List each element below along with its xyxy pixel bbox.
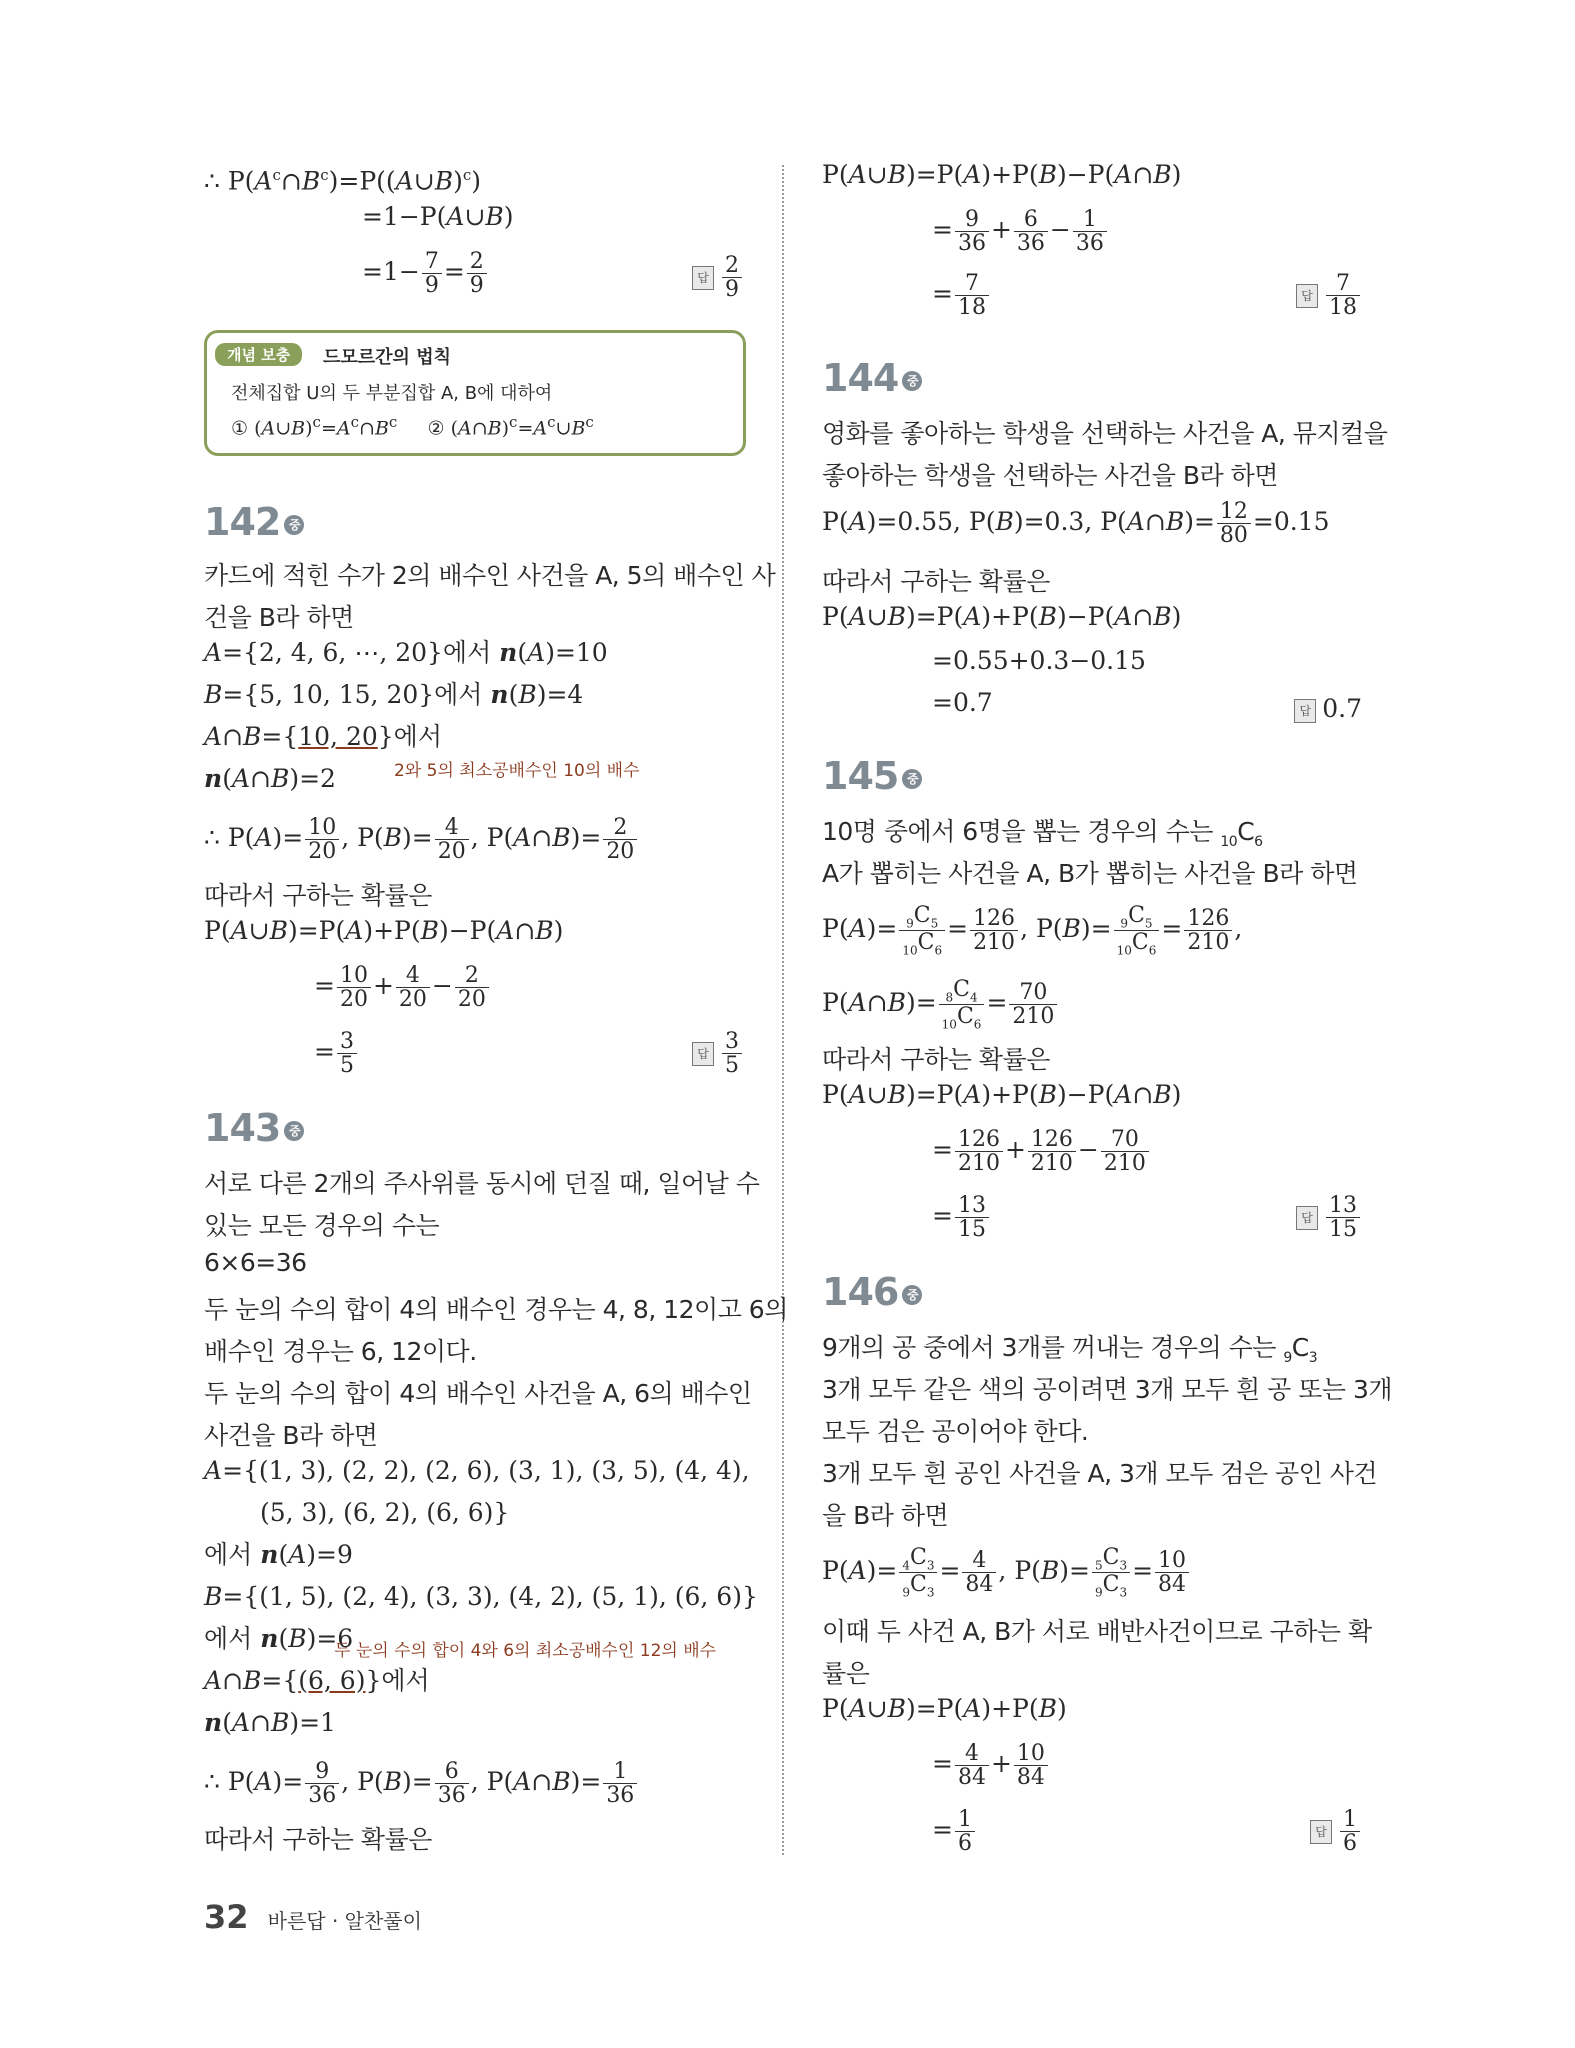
text-line: 있는 모든 경우의 수는 (204, 1211, 440, 1240)
text-line: 두 눈의 수의 합이 4의 배수인 경우는 4, 8, 12이고 6의 (204, 1295, 788, 1324)
math-line: P(A)=0.55, P(B)=0.3, P(A∩B)= $\frac{12}{80}$ =0.15 (822, 499, 1330, 549)
math-line: (5, 3), (6, 2), (6, 6)} (260, 1498, 510, 1527)
answer: 답 $\frac{2}{9}$ (692, 254, 744, 301)
math-line: B={5, 10, 15, 20}에서 n(B)=4 (204, 680, 584, 709)
math-line: = $\frac{13}{15}$ (932, 1194, 991, 1241)
text-line: 따라서 구하는 확률은 (204, 1825, 432, 1854)
text-line: 좋아하는 학생을 선택하는 사건을 B라 하면 (822, 461, 1278, 490)
math-line: P(A)= $\frac{_4C_3}{_9C_3}$ = $\frac{4}{84}$ , P(B)= $\frac{_5C_3}{_9C_3}$ = $\frac{10}{84}$ (822, 1546, 1191, 1599)
answer-tag: 답 (692, 1042, 714, 1066)
math-line: P(A∪B)=P(A)+P(B)−P(A∩B) (204, 916, 564, 945)
text-line: 건을 B라 하면 (204, 603, 354, 632)
math-line: A∩B={10, 20}에서 (204, 722, 442, 751)
answer-tag: 답 (1296, 1206, 1318, 1230)
math-line: =1− $\frac{7}{9}$ = $\frac{2}{9}$ (362, 250, 489, 297)
math-line: B={(1, 5), (2, 4), (3, 3), (4, 2), (5, 1), (6, 6)} (204, 1582, 758, 1611)
answer: 답 $\frac{3}{5}$ (692, 1030, 744, 1077)
text-line: 9개의 공 중에서 3개를 꺼내는 경우의 수는 $_9C_3$ (822, 1333, 1318, 1366)
answer-tag: 답 (692, 266, 714, 290)
annotation-note: 두 눈의 수의 합이 4와 6의 최소공배수인 12의 배수 (334, 1641, 717, 1661)
text-line: 모두 검은 공이어야 한다. (822, 1417, 1089, 1446)
text-line: 두 눈의 수의 합이 4의 배수인 사건을 A, 6의 배수인 (204, 1379, 752, 1408)
text-line: 따라서 구하는 확률은 (822, 1045, 1050, 1074)
text-line: 카드에 적힌 수가 2의 배수인 사건을 A, 5의 배수인 사 (204, 561, 776, 590)
math-line: = $\frac{1}{6}$ (932, 1808, 977, 1855)
text-line: 10명 중에서 6명을 뽑는 경우의 수는 $_{10}C_6$ (822, 817, 1263, 850)
math-line: = $\frac{4}{84}$ + $\frac{10}{84}$ (932, 1742, 1050, 1789)
concept-tag: 개념 보충 (215, 343, 302, 366)
text-line: 따라서 구하는 확률은 (204, 881, 432, 910)
answer-tag: 답 (1296, 284, 1318, 308)
math-line: 에서 n(A)=9 (204, 1540, 353, 1569)
math-line: = $\frac{9}{36}$ + $\frac{6}{36}$ − $\frac{1}{36}$ (932, 208, 1109, 255)
text-line: 따라서 구하는 확률은 (822, 567, 1050, 596)
concept-title: 드모르간의 법칙 (323, 347, 451, 368)
text-line: 3개 모두 흰 공인 사건을 A, 3개 모두 검은 공인 사건 (822, 1459, 1378, 1488)
math-line: =0.55+0.3−0.15 (932, 646, 1146, 675)
problem-number-144: 144 중 (822, 356, 922, 400)
level-badge: 중 (284, 515, 304, 535)
concept-line1: 전체집합 U의 두 부분집합 A, B에 대하여 (231, 383, 553, 404)
math-line: A={(1, 3), (2, 2), (2, 6), (3, 1), (3, 5), (4, 4), (204, 1456, 750, 1485)
text-line: 6×6=36 (204, 1248, 307, 1277)
math-line: n(A∩B)=2 (204, 764, 336, 793)
math-line: ∴ P(A)= $\frac{9}{36}$ , P(B)= $\frac{6}{36}$ , P(A∩B)= $\frac{1}{36}$ (204, 1760, 639, 1807)
level-badge: 중 (902, 1285, 922, 1305)
text-line: 3개 모두 같은 색의 공이려면 3개 모두 흰 공 또는 3개 (822, 1375, 1393, 1404)
math-line: P(A∪B)=P(A)+P(B)−P(A∩B) (822, 1080, 1182, 1109)
answer: 답 $\frac{13}{15}$ (1296, 1194, 1362, 1241)
math-line: A∩B={(6, 6)}에서 (204, 1666, 430, 1695)
math-line: ∴ $P(A^c\cap B^c)=P((A\cup B)^c)$ (204, 166, 481, 196)
math-line: = $\frac{7}{18}$ (932, 272, 991, 319)
math-line: P(A∪B)=P(A)+P(B)−P(A∩B) (822, 602, 1182, 631)
problem-number-142: 142 중 (204, 500, 304, 544)
book-title: 바른답 · 알찬풀이 (267, 1909, 422, 1933)
math-line: =0.7 (932, 688, 993, 717)
text-line: 률은 (822, 1659, 870, 1688)
math-line: P(A∪B)=P(A)+P(B)−P(A∩B) (822, 160, 1182, 189)
level-badge: 중 (902, 769, 922, 789)
problem-number-146: 146 중 (822, 1270, 922, 1314)
text-line: 사건을 B라 하면 (204, 1421, 378, 1450)
text-line: 을 B라 하면 (822, 1501, 949, 1530)
math-line: =1−P(A∪B) (362, 202, 514, 231)
answer: 답 $\frac{7}{18}$ (1296, 272, 1362, 319)
math-line: 에서 n(B)=6 (204, 1624, 354, 1653)
concept-box (204, 330, 746, 456)
page-footer (204, 1898, 422, 1936)
math-line: P(A∪B)=P(A)+P(B) (822, 1694, 1067, 1723)
math-line: = $\frac{3}{5}$ (314, 1030, 359, 1077)
text-line: 이때 두 사건 A, B가 서로 배반사건이므로 구하는 확 (822, 1617, 1372, 1646)
level-badge: 중 (284, 1121, 304, 1141)
math-line: A={2, 4, 6, ⋯, 20}에서 n(A)=10 (204, 638, 608, 667)
problem-number-145: 145 중 (822, 754, 922, 798)
answer-tag: 답 (1310, 1820, 1332, 1844)
math-line: P(A)= $\frac{_9C_5}{_{10}C_6}$ = $\frac{126}{210}$ , P(B)= $\frac{_9C_5}{_{10}C_6}$ = $\frac{126}{210}$ , (822, 903, 1243, 958)
concept-line2: ① $(A\cup B)^c=A^c\cap B^c$ ② $(A\cap B)^c=A^c\cup B^c$ (231, 413, 594, 440)
math-line: = $\frac{126}{210}$ + $\frac{126}{210}$ − $\frac{70}{210}$ (932, 1128, 1151, 1175)
answer-tag: 답 (1294, 699, 1316, 723)
level-badge: 중 (902, 371, 922, 391)
math-line: ∴ P(A)= $\frac{10}{20}$ , P(B)= $\frac{4}{20}$ , P(A∩B)= $\frac{2}{20}$ (204, 816, 639, 863)
text-line: A가 뽑히는 사건을 A, B가 뽑히는 사건을 B라 하면 (822, 859, 1358, 888)
answer: 답 $\frac{1}{6}$ (1310, 1808, 1362, 1855)
page-number: 32 (204, 1898, 249, 1936)
math-line: n(A∩B)=1 (204, 1708, 336, 1737)
answer: 답 0.7 (1294, 694, 1362, 723)
problem-number-143: 143 중 (204, 1106, 304, 1150)
annotation-note: 2와 5의 최소공배수인 10의 배수 (394, 761, 640, 781)
column-divider (782, 165, 784, 1855)
text-line: 배수인 경우는 6, 12이다. (204, 1337, 477, 1366)
text-line: 영화를 좋아하는 학생을 선택하는 사건을 A, 뮤지컬을 (822, 419, 1388, 448)
math-line: = $\frac{10}{20}$ + $\frac{4}{20}$ − $\frac{2}{20}$ (314, 964, 491, 1011)
text-line: 서로 다른 2개의 주사위를 동시에 던질 때, 일어날 수 (204, 1169, 760, 1198)
math-line: P(A∩B)= $\frac{_8C_4}{_{10}C_6}$ = $\frac{70}{210}$ (822, 978, 1059, 1031)
